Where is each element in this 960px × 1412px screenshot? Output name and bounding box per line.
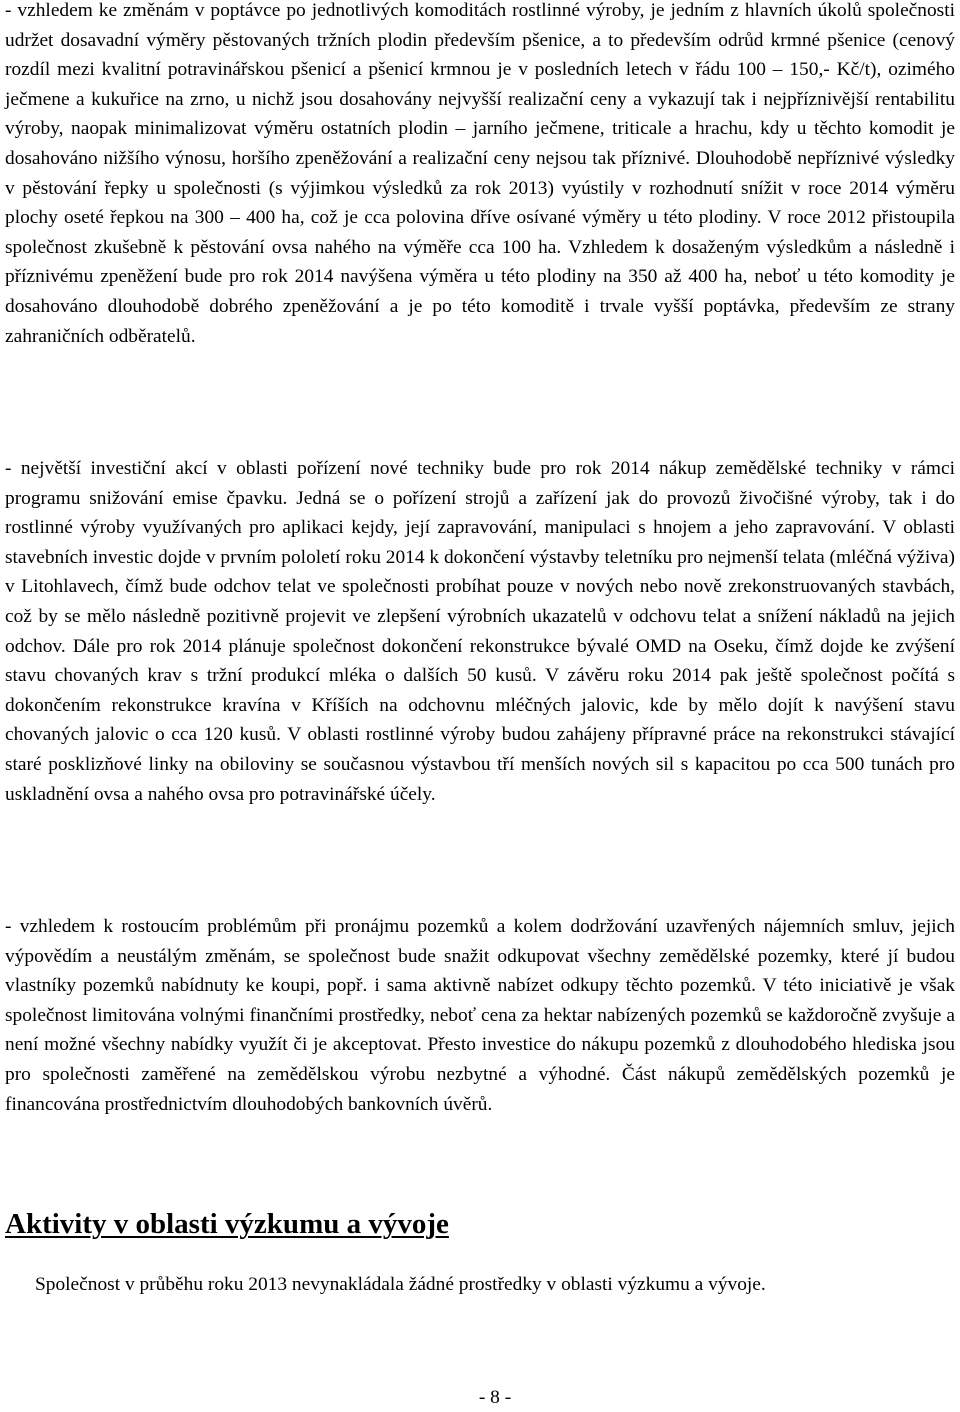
paragraph-investments: - největší investiční akcí v oblasti pořízení nové techniky bude pro rok 2014 nákup zemědělské techniky v rámci programu snižování emise čpavku. Jedná se o pořízení strojů a zařízení jak do provozů živočišné výroby, tak i do rostlinné výroby využívaných pro aplikaci kejdy, její zapravování, manipulaci s hnojem a jeho zapravování. V oblasti stavebních investic dojde v prvním pololetí roku 2014 k dokončení výstavby teletníku pro nejmenší telata (mléčná výživa) v Litohlavech, čímž bude odchov telat ve společnosti probíhat pouze v nových nebo nově zrekonstruovaných stavbách, což by se mělo následně pozitivně projevit ve zlepšení výrobních ukazatelů v odchovu telat a snížení nákladů na jejich odchov. Dále pro rok 2014 plánuje společnost dokončení rekonstrukce bývalé OMD na Oseku, čímž dojde ke zvýšení stavu chovaných krav s tržní produkcí mléka o dalších 50 kusů. V závěru roku 2014 pak ještě společnost počítá s dokončením rekonstrukce kravína v Kříších na odchovnu mléčných jalovic, kde by mělo dojít k navýšení stavu chovaných jalovic o cca 120 kusů. V oblasti rostlinné výroby budou zahájeny přípravné práce na rekonstrukci stávající staré posklizňové linky na obiloviny se současnou výstavbou tří menších nových sil s kapacitou po cca 500 tunách pro uskladnění ovsa a nahého ovsa pro potravinářské účely.: [5, 458, 955, 805]
section-heading-research: Aktivity v oblasti výzkumu a vývoje: [5, 1208, 449, 1240]
paragraph-crop-production: - vzhledem ke změnám v poptávce po jednotlivých komoditách rostlinné výroby, je jedním z hlavních úkolů společnosti udržet dosavadní výměry pěstovaných tržních plodin především pšenice, a to především odrůd krmné pšenice (cenový rozdíl mezi kvalitní potravinářskou pšenicí a pšenicí krmnou je v posledních letech v řádu 100 – 150,- Kč/t), ozimého ječmene a kukuřice na zrno, u nichž jsou dosahovány nejvyšší realizační ceny a vykazují tak i nejpříznivější rentabilitu výroby, naopak minimalizovat výměru ostatních plodin – jarního ječmene, triticale a hrachu, kdy u těchto komodit je dosahováno nižšího výnosu, horšího zpeněžování a realizační ceny nejsou tak příznivé. Dlouhodobě nepříznivé výsledky v pěstování řepky u společnosti (s výjimkou výsledků za rok 2013) vyústily v rozhodnutí snížit v roce 2014 výměru plochy oseté řepkou na 300 – 400 ha, což je cca polovina dříve osívané výměry u této plodiny. V roce 2012 přistoupila společnost zkušebně k pěstování ovsa nahého na výměře cca 100 ha. Vzhledem k dosaženým výsledkům a následně i příznivému zpeněžení bude pro rok 2014 navýšena výměra u této plodiny na 350 až 400 ha, neboť u této komodity je dosahováno dlouhodobě dobrého zpeněžování a je po této komoditě i trvale vyšší poptávka, především ze strany zahraničních odběratelů.: [5, 0, 955, 347]
page-number: - 8 -: [478, 1387, 512, 1408]
paragraph-research: Společnost v průběhu roku 2013 nevynakládala žádné prostředky v oblasti výzkumu a vývoje.: [35, 1274, 766, 1295]
paragraph-land-purchase: - vzhledem k rostoucím problémům při pronájmu pozemků a kolem dodržování uzavřených nájemních smluv, jejich výpovědím a neustálým změnám, se společnost bude snažit odkupovat všechny zemědělské pozemky, které jí budou vlastníky pozemků nabídnuty ke koupi, popř. i sama aktivně nabízet odkupy těchto pozemků. V této iniciativě je však společnost limitována volnými finančními prostředky, neboť cena za hektar nabízených pozemků se každoročně zvyšuje a není možné všechny nabídky využít či je akceptovat. Přesto investice do nákupu pozemků z dlouhodobého hlediska jsou pro společnosti zaměřené na zemědělskou výrobu nezbytné a výhodné. Část nákupů zemědělských pozemků je financována prostřednictvím dlouhodobých bankovních úvěrů.: [5, 916, 955, 1115]
